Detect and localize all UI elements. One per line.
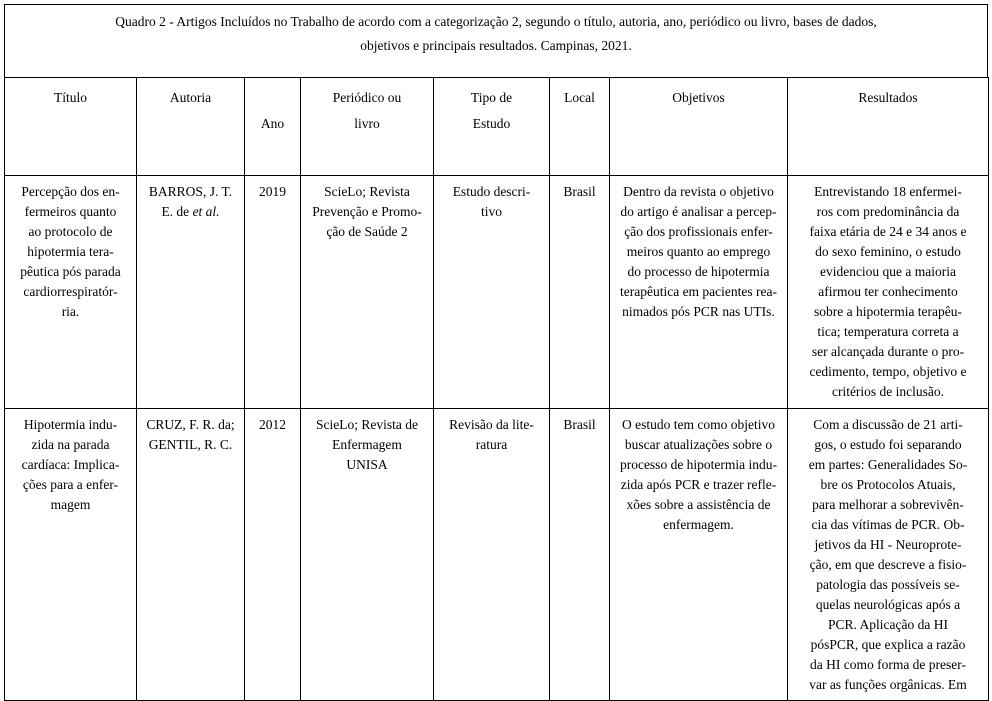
cell-line: enfermagem.	[663, 517, 734, 532]
cell-line: ção dos profissionais enfer-	[624, 224, 773, 239]
cell-line: tica; temperatura correta a	[817, 324, 959, 339]
header-titulo: Título	[5, 78, 137, 176]
cell-local: Brasil	[550, 176, 610, 409]
header-periodico-line-1: Periódico ou	[332, 90, 402, 105]
cell-line: do sexo feminino, o estudo	[815, 244, 961, 259]
cell-line: hipotermia tera-	[27, 244, 114, 259]
cell-periodico	[301, 409, 434, 701]
table-caption	[4, 4, 988, 77]
cell-line: cedimento, tempo, objetivo e	[809, 364, 967, 379]
cell-line: pêutica pós parada	[20, 264, 121, 279]
cell-line: ser alcançada durante o pro-	[811, 344, 965, 359]
cell-line: ção de Saúde 2	[326, 224, 408, 239]
cell-local: Brasil	[550, 409, 610, 701]
cell-line: GENTIL, R. C.	[148, 437, 233, 452]
cell-titulo	[5, 176, 137, 409]
cell-titulo	[5, 409, 137, 701]
cell-line: xões sobre a assistência de	[626, 497, 771, 512]
cell-periodico	[301, 176, 434, 409]
cell-line: sobre a hipotermia terapêu-	[813, 304, 963, 319]
cell-ano: 2019	[245, 176, 301, 409]
cell-line: fermeiros quanto	[24, 204, 117, 219]
header-resultados: Resultados	[788, 78, 989, 176]
table-row	[5, 176, 989, 409]
header-tipo-line-2: Estudo	[472, 116, 511, 131]
cell-line: CRUZ, F. R. da;	[146, 417, 235, 432]
cell-line: ros com predominância da	[816, 204, 960, 219]
header-tipo-line-1: Tipo de	[470, 90, 513, 105]
cell-line: Hipotermia indu-	[23, 417, 118, 432]
header-tipo	[434, 78, 550, 176]
cell-objetivos	[610, 176, 788, 409]
cell-objetivos	[610, 409, 788, 701]
header-objetivos: Objetivos	[610, 78, 788, 176]
cell-line: UNISA	[346, 457, 388, 472]
cell-line: cardíaca: Implica-	[21, 457, 120, 472]
cell-line: Enfermagem	[332, 437, 402, 452]
cell-line: bre os Protocolos Atuais,	[820, 477, 956, 492]
cell-line: magem	[50, 497, 91, 512]
cell-line: do processo de hipotermia	[627, 264, 770, 279]
cell-line: O estudo tem como objetivo	[622, 417, 775, 432]
cell-line: ria.	[61, 304, 80, 319]
cell-line: processo de hipotermia indu-	[619, 457, 778, 472]
cell-line: Dentro da revista o objetivo	[623, 184, 774, 199]
et-al: et al.	[192, 204, 220, 219]
cell-line: ao protocolo de	[28, 224, 113, 239]
cell-line: Prevenção e Promo-	[312, 204, 422, 219]
cell-line: ção, em que descreve a fisio-	[809, 557, 967, 572]
cell-line: em partes: Generalidades So-	[808, 457, 968, 472]
cell-line: do artigo é analisar a percep-	[620, 204, 777, 219]
cell-line: Percepção dos en-	[21, 184, 120, 199]
cell-tipo	[434, 176, 550, 409]
header-row	[5, 78, 989, 176]
cell-line: Entrevistando 18 enfermei-	[814, 184, 962, 199]
caption-line-2: objetivos e principais resultados. Campinas, 2021.	[360, 38, 632, 53]
cell-line: evidenciou que a maioria	[819, 264, 957, 279]
header-local: Local	[550, 78, 610, 176]
cell-line: ções para a enfer-	[22, 477, 119, 492]
cell-line: cia das vítimas de PCR. Ob-	[811, 517, 965, 532]
cell-line: meiros quanto ao emprego	[626, 244, 771, 259]
cell-line: critérios de inclusão.	[831, 384, 945, 399]
cell-line: Com a discussão de 21 arti-	[813, 417, 963, 432]
cell-line	[143, 202, 238, 222]
header-periodico-line-2: livro	[354, 116, 380, 131]
cell-line: cardiorrespiratór-	[23, 284, 118, 299]
cell-line: Estudo descri-	[452, 184, 531, 199]
cell-autoria	[137, 409, 245, 701]
cell-line: BARROS, J. T.	[148, 184, 233, 199]
cell-line: ratura	[475, 437, 508, 452]
cell-line: para melhorar a sobrevivên-	[812, 497, 964, 512]
cell-ano: 2012	[245, 409, 301, 701]
cell-line: da HI como forma de preser-	[809, 657, 967, 672]
cell-line: zida após PCR e trazer refle-	[620, 477, 777, 492]
cell-line: afirmou ter conhecimento	[818, 284, 958, 299]
cell-line: faixa etária de 24 e 34 anos e	[809, 224, 967, 239]
caption-line-1: Quadro 2 - Artigos Incluídos no Trabalho de acordo com a categorização 2, segundo o título, autoria, ano, periódico ou livro, bases de dados,	[115, 14, 877, 29]
cell-line: nimados pós PCR nas UTIs.	[622, 304, 775, 319]
cell-line: Revisão da lite-	[449, 417, 534, 432]
header-periodico	[301, 78, 434, 176]
cell-resultados	[788, 176, 989, 409]
cell-tipo	[434, 409, 550, 701]
header-ano: Ano	[245, 78, 301, 176]
cell-line: patologia das possíveis se-	[816, 577, 960, 592]
cell-line: zida na parada	[31, 437, 110, 452]
cell-resultados	[788, 409, 989, 701]
cell-line: var as funções orgânicas. Em	[809, 677, 967, 692]
cell-line: terapêutica em pacientes rea-	[619, 284, 778, 299]
cell-line: ScieLo; Revista	[324, 184, 410, 199]
header-autoria: Autoria	[137, 78, 245, 176]
cell-line: ScieLo; Revista de	[316, 417, 418, 432]
articles-table	[4, 77, 989, 701]
cell-line: tivo	[480, 204, 502, 219]
cell-line: jetivos da HI - Neuroprote-	[814, 537, 962, 552]
cell-line: quelas neurológicas após a	[815, 597, 961, 612]
cell-line: buscar atualizações sobre o	[624, 437, 773, 452]
table-row	[5, 409, 989, 701]
cell-line: PCR. Aplicação da HI	[828, 617, 948, 632]
author-initials: E. de	[161, 204, 193, 219]
cell-autoria	[137, 176, 245, 409]
cell-line: gos, o estudo foi separando	[814, 437, 962, 452]
cell-line: pósPCR, que explica a razão	[810, 637, 966, 652]
